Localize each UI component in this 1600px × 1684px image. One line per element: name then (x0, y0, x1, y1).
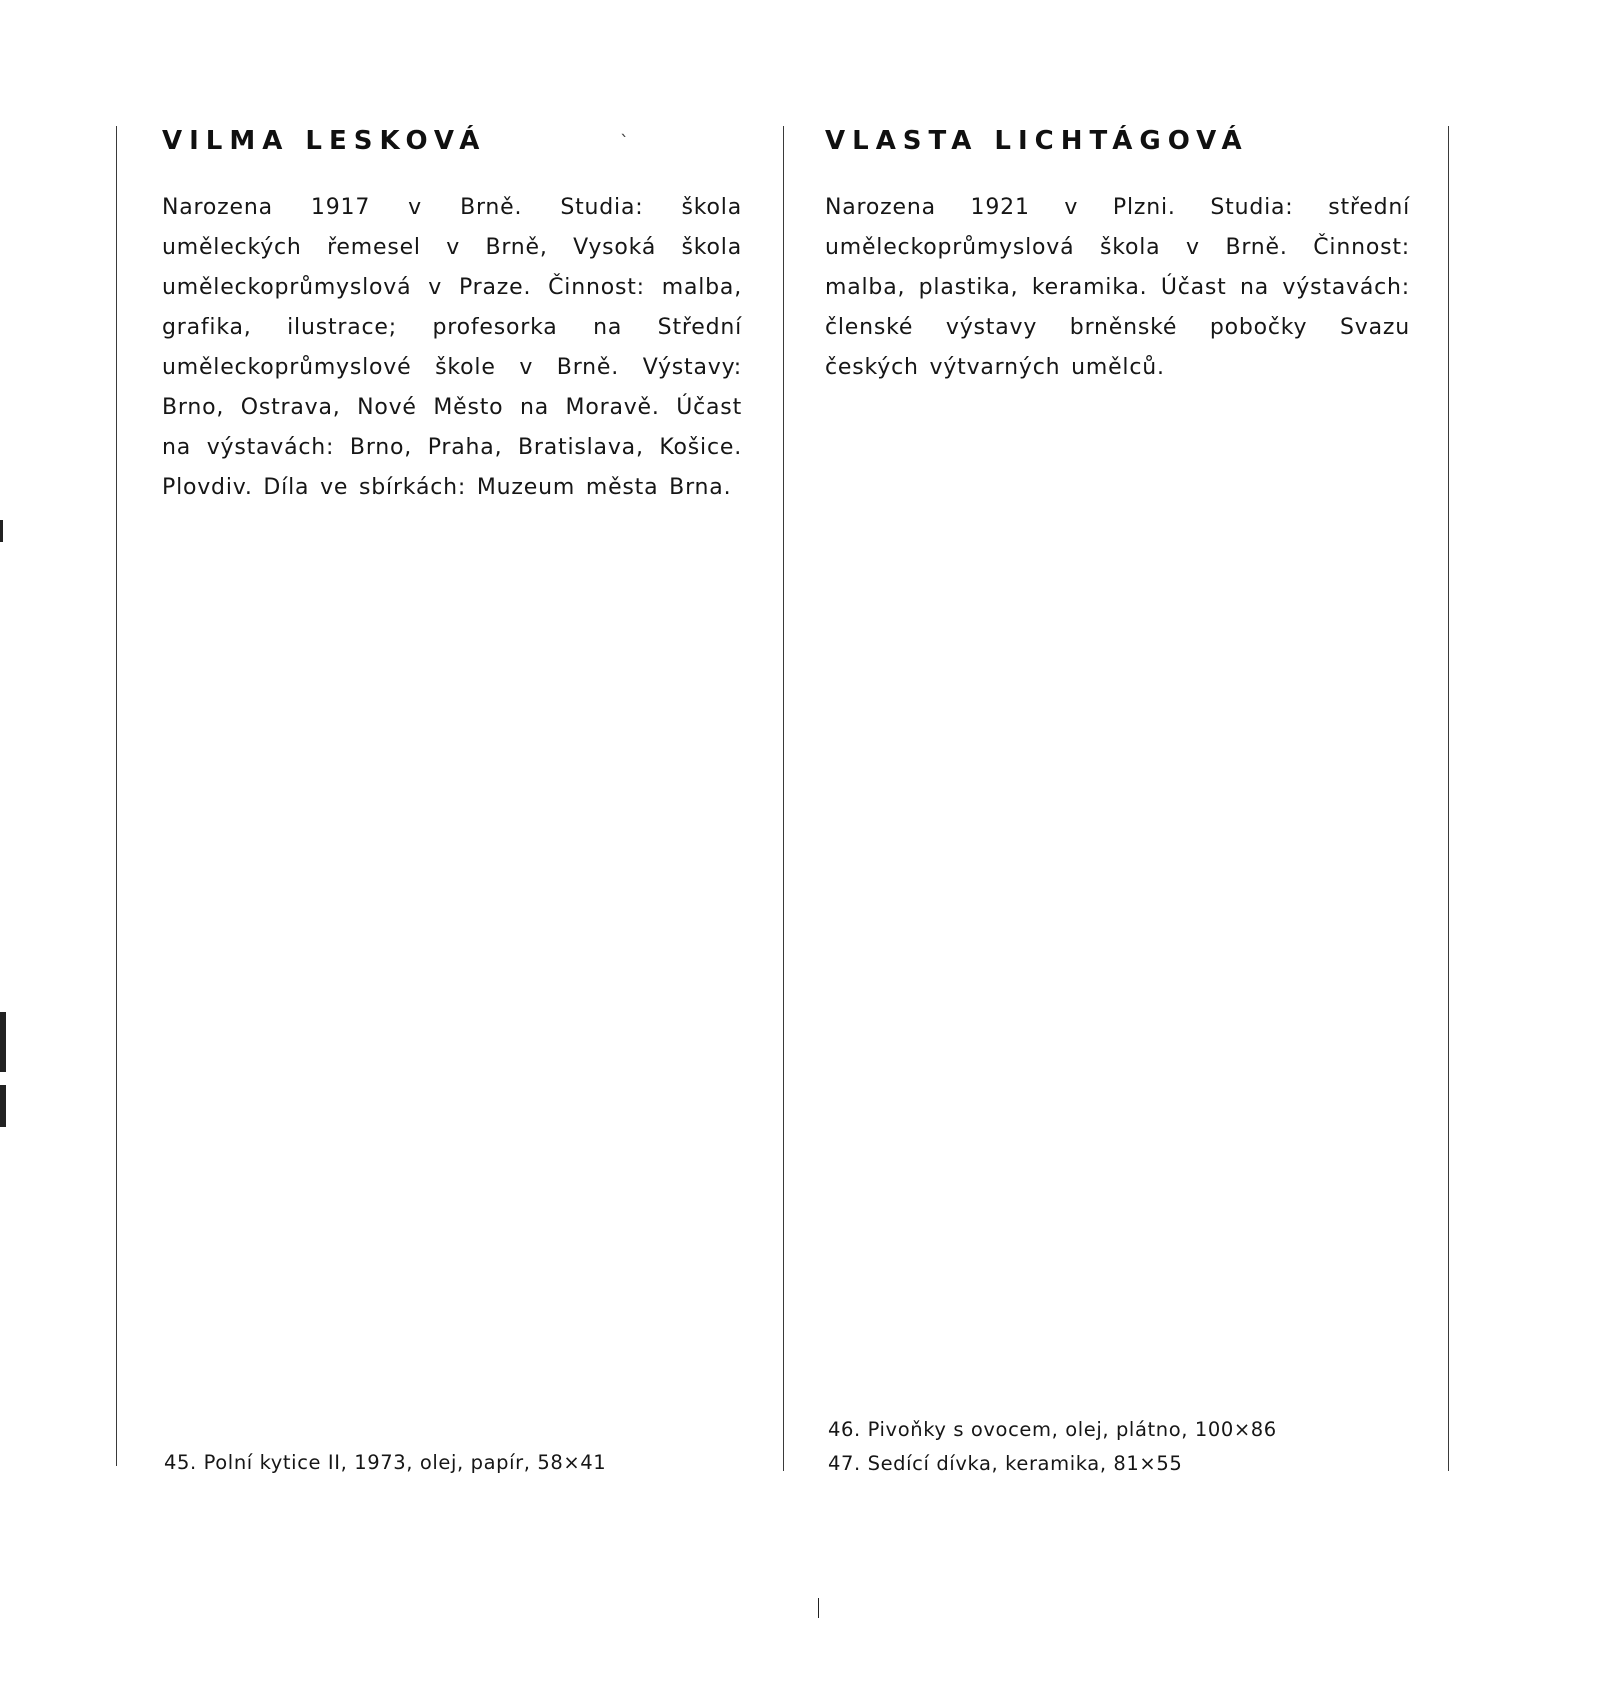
artist-biography: Narozena 1921 v Plzni. Studia: střední uměleckoprůmyslová škola v Brně. Činnost: malba, plastika, keramika. Účast na výstavách: členské výstavy brněnské pobočky Svazu českých výtvarných umělců. (825, 195, 1410, 380)
center-column-rule (783, 126, 784, 1471)
work-item: 45. Polní kytice II, 1973, olej, papír, 58×41 (164, 1451, 607, 1474)
scan-edge-mark (0, 520, 3, 542)
scan-edge-mark (0, 1012, 6, 1072)
artist-entry-lichtagova (825, 118, 1410, 388)
stray-tick-mark: ` (620, 132, 629, 153)
work-item: 47. Sedící dívka, keramika, 81×55 (828, 1452, 1183, 1475)
work-item: 46. Pivoňky s ovocem, olej, plátno, 100×86 (828, 1418, 1277, 1441)
page-mark (818, 1598, 819, 1618)
artist-name-heading: VILMA LESKOVÁ (162, 126, 487, 156)
scan-edge-mark (0, 1085, 6, 1127)
artist-biography: Narozena 1917 v Brně. Studia: škola uměleckých řemesel v Brně, Vysoká škola uměleckoprůmyslová v Praze. Činnost: malba, grafika, ilustrace; profesorka na Střední uměleckoprůmyslové škole v Brně. Výstavy: Brno, Ostrava, Nové Město na Moravě. Účast na výstavách: Brno, Praha, Bratislava, Košice. Plovdiv. Díla ve sbírkách: Muzeum města Brna. (162, 195, 742, 500)
works-list-leskova (164, 1446, 606, 1480)
left-column-rule (116, 126, 117, 1466)
right-column-rule (1448, 126, 1449, 1471)
artist-entry-leskova (162, 118, 742, 508)
works-list-lichtagova (828, 1413, 1277, 1481)
artist-name-heading: VLASTA LICHTÁGOVÁ (825, 126, 1249, 156)
